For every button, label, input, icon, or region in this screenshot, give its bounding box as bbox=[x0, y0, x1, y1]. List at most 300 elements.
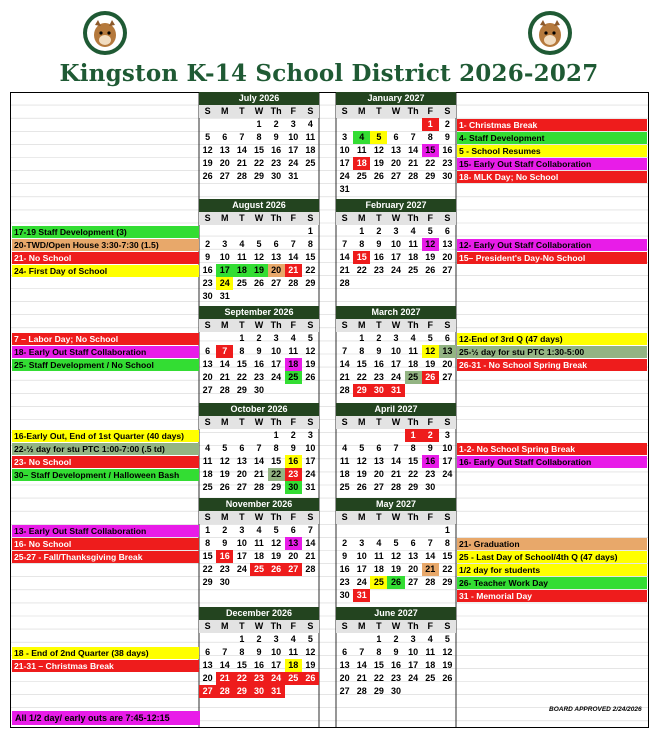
day-cell-4: 4 bbox=[353, 131, 370, 144]
day-cell-11: 11 bbox=[288, 346, 299, 356]
day-cell-11: 11 bbox=[408, 346, 418, 356]
weekday-label: S bbox=[204, 512, 211, 522]
day-cell-14: 14 bbox=[288, 252, 299, 262]
day-cell-14: 14 bbox=[339, 252, 350, 262]
weekday-label: M bbox=[220, 106, 229, 116]
month-september-2026 bbox=[199, 306, 319, 397]
month-december-2026 bbox=[199, 607, 319, 698]
day-cell-16: 16 bbox=[422, 455, 439, 468]
weekday-header-row bbox=[336, 416, 456, 429]
day-cell-23: 23 bbox=[373, 265, 384, 275]
weekday-label: S bbox=[204, 417, 211, 427]
day-cell-22: 22 bbox=[425, 158, 436, 168]
empty-day-cell bbox=[405, 277, 422, 290]
day-cell-6: 6 bbox=[393, 132, 399, 142]
event-label-right: 18- MLK Day; No School bbox=[457, 171, 647, 183]
day-cell-22: 22 bbox=[408, 469, 419, 479]
day-cell-26: 26 bbox=[268, 563, 285, 576]
day-cell-13: 13 bbox=[442, 239, 453, 249]
day-cell-24: 24 bbox=[288, 158, 299, 168]
empty-day-cell bbox=[199, 429, 216, 442]
empty-day-cell bbox=[370, 183, 387, 196]
empty-day-cell bbox=[302, 290, 319, 303]
weekday-label: M bbox=[220, 512, 229, 522]
day-cell-8: 8 bbox=[256, 132, 262, 142]
month-july-2026 bbox=[199, 92, 319, 183]
event-label-right: 25 - Last Day of School/4th Q (47 days) bbox=[457, 551, 647, 563]
day-cell-16: 16 bbox=[390, 660, 401, 670]
week-row bbox=[199, 672, 319, 685]
day-cell-2: 2 bbox=[393, 634, 399, 644]
day-cell-12: 12 bbox=[305, 647, 316, 657]
day-cell-5: 5 bbox=[393, 538, 399, 548]
week-row bbox=[199, 563, 319, 576]
day-cell-11: 11 bbox=[339, 456, 350, 466]
empty-day-cell bbox=[233, 118, 250, 131]
day-cell-21: 21 bbox=[216, 672, 233, 685]
day-cell-31: 31 bbox=[305, 482, 316, 492]
day-cell-25: 25 bbox=[250, 563, 267, 576]
weekday-label: S bbox=[444, 417, 451, 427]
day-cell-5: 5 bbox=[427, 226, 433, 236]
day-cell-25: 25 bbox=[408, 265, 419, 275]
day-cell-27: 27 bbox=[271, 278, 282, 288]
day-cell-13: 13 bbox=[439, 345, 456, 358]
day-cell-10: 10 bbox=[390, 239, 401, 249]
day-cell-29: 29 bbox=[442, 577, 453, 587]
month-title: November 2026 bbox=[199, 498, 319, 511]
day-cell-21: 21 bbox=[339, 372, 350, 382]
day-cell-13: 13 bbox=[236, 456, 247, 466]
weekday-label: M bbox=[357, 106, 366, 116]
day-cell-13: 13 bbox=[285, 537, 302, 550]
empty-day-cell bbox=[268, 384, 285, 397]
day-cell-5: 5 bbox=[273, 525, 279, 535]
day-cell-13: 13 bbox=[202, 660, 213, 670]
day-cell-4: 4 bbox=[342, 443, 348, 453]
day-cell-26: 26 bbox=[387, 576, 404, 589]
weekday-label: F bbox=[290, 417, 297, 427]
day-cell-12: 12 bbox=[390, 551, 401, 561]
day-cell-25: 25 bbox=[236, 278, 247, 288]
weekday-label: S bbox=[341, 106, 348, 116]
calendar-grid bbox=[10, 92, 649, 728]
weekday-label: Th bbox=[270, 213, 282, 223]
day-cell-16: 16 bbox=[373, 252, 384, 262]
day-cell-10: 10 bbox=[271, 346, 282, 356]
weekday-label: F bbox=[427, 213, 434, 223]
event-label-right: 12- Early Out Staff Collaboration bbox=[457, 239, 647, 251]
day-cell-28: 28 bbox=[216, 685, 233, 698]
day-cell-14: 14 bbox=[339, 359, 350, 369]
month-title: October 2026 bbox=[199, 403, 319, 416]
day-cell-21: 21 bbox=[339, 265, 350, 275]
empty-day-cell bbox=[439, 685, 456, 698]
day-cell-2: 2 bbox=[422, 429, 439, 442]
day-cell-7: 7 bbox=[290, 239, 296, 249]
day-cell-15: 15 bbox=[271, 456, 282, 466]
event-label-right: 5 - School Resumes bbox=[457, 145, 647, 157]
weekday-label: S bbox=[444, 320, 451, 330]
month-june-2027 bbox=[336, 607, 456, 698]
day-cell-17: 17 bbox=[236, 551, 247, 561]
empty-day-cell bbox=[405, 685, 422, 698]
empty-day-cell bbox=[199, 118, 216, 131]
day-cell-10: 10 bbox=[390, 346, 401, 356]
day-cell-25: 25 bbox=[356, 171, 367, 181]
day-cell-6: 6 bbox=[444, 226, 450, 236]
weekday-label: Th bbox=[407, 417, 419, 427]
day-cell-3: 3 bbox=[393, 226, 399, 236]
empty-day-cell bbox=[422, 589, 439, 602]
day-cell-30: 30 bbox=[250, 685, 267, 698]
day-cell-27: 27 bbox=[442, 372, 453, 382]
day-cell-20: 20 bbox=[373, 469, 384, 479]
day-cell-30: 30 bbox=[202, 291, 213, 301]
day-cell-3: 3 bbox=[342, 132, 348, 142]
day-cell-10: 10 bbox=[356, 551, 367, 561]
day-cell-8: 8 bbox=[307, 239, 313, 249]
day-cell-13: 13 bbox=[390, 145, 401, 155]
day-cell-3: 3 bbox=[444, 430, 450, 440]
weekday-header-row bbox=[199, 212, 319, 225]
day-cell-11: 11 bbox=[202, 456, 213, 466]
day-cell-15: 15 bbox=[356, 359, 367, 369]
weekday-label: F bbox=[290, 512, 297, 522]
empty-day-cell bbox=[353, 183, 370, 196]
empty-day-cell bbox=[405, 118, 422, 131]
day-cell-18: 18 bbox=[353, 157, 370, 170]
day-cell-14: 14 bbox=[390, 456, 401, 466]
day-cell-3: 3 bbox=[307, 430, 313, 440]
day-cell-5: 5 bbox=[370, 131, 387, 144]
empty-day-cell bbox=[285, 225, 302, 238]
day-cell-28: 28 bbox=[339, 278, 350, 288]
weekday-label: W bbox=[391, 106, 401, 116]
day-cell-30: 30 bbox=[442, 171, 453, 181]
month-april-2027 bbox=[336, 403, 456, 494]
weekday-label: M bbox=[357, 320, 366, 330]
week-row bbox=[199, 537, 319, 550]
day-cell-9: 9 bbox=[376, 239, 382, 249]
event-label-right: 31 - Memorial Day bbox=[457, 590, 647, 602]
day-cell-22: 22 bbox=[356, 372, 367, 382]
day-cell-7: 7 bbox=[342, 346, 348, 356]
event-label-right: 15- Early Out Staff Collaboration bbox=[457, 158, 647, 170]
week-row bbox=[336, 672, 456, 685]
event-label-right: 12-End of 3rd Q (47 days) bbox=[457, 333, 647, 345]
month-title: July 2026 bbox=[199, 92, 319, 105]
day-cell-14: 14 bbox=[219, 660, 230, 670]
week-row bbox=[336, 345, 456, 358]
empty-day-cell bbox=[405, 384, 422, 397]
empty-day-cell bbox=[422, 183, 439, 196]
day-cell-1: 1 bbox=[205, 525, 211, 535]
day-cell-1: 1 bbox=[239, 634, 245, 644]
day-cell-18: 18 bbox=[408, 359, 419, 369]
day-cell-30: 30 bbox=[339, 590, 350, 600]
day-cell-26: 26 bbox=[422, 371, 439, 384]
day-cell-13: 13 bbox=[219, 145, 230, 155]
empty-day-cell bbox=[302, 384, 319, 397]
month-title: August 2026 bbox=[199, 199, 319, 212]
day-cell-22: 22 bbox=[233, 672, 250, 685]
day-cell-11: 11 bbox=[288, 647, 299, 657]
day-cell-2: 2 bbox=[273, 119, 279, 129]
week-row bbox=[336, 633, 456, 646]
day-cell-1: 1 bbox=[405, 429, 422, 442]
day-cell-18: 18 bbox=[202, 469, 213, 479]
weekday-header-row bbox=[199, 511, 319, 524]
event-label-right: 1-2- No School Spring Break bbox=[457, 443, 647, 455]
day-cell-11: 11 bbox=[305, 132, 316, 142]
weekday-label: Th bbox=[407, 512, 419, 522]
week-row bbox=[199, 429, 319, 442]
weekday-label: S bbox=[307, 621, 314, 631]
weekday-label: Th bbox=[407, 213, 419, 223]
day-cell-19: 19 bbox=[356, 469, 367, 479]
day-cell-14: 14 bbox=[253, 456, 264, 466]
day-cell-1: 1 bbox=[256, 119, 262, 129]
empty-day-cell bbox=[336, 225, 353, 238]
day-cell-20: 20 bbox=[390, 158, 401, 168]
week-row bbox=[336, 576, 456, 589]
day-cell-2: 2 bbox=[222, 525, 228, 535]
day-cell-8: 8 bbox=[239, 647, 245, 657]
day-cell-1: 1 bbox=[359, 226, 365, 236]
day-cell-15: 15 bbox=[253, 145, 264, 155]
event-label-left: 16-Early Out, End of 1st Quarter (40 days) bbox=[12, 430, 199, 442]
weekday-label: W bbox=[391, 417, 401, 427]
week-row bbox=[199, 118, 319, 131]
day-cell-24: 24 bbox=[216, 277, 233, 290]
day-cell-14: 14 bbox=[425, 551, 436, 561]
event-label-right: 26-31 - No School Spring Break bbox=[457, 359, 647, 371]
weekday-label: F bbox=[290, 621, 297, 631]
day-cell-24: 24 bbox=[268, 672, 285, 685]
weekday-label: T bbox=[239, 213, 245, 223]
day-cell-24: 24 bbox=[390, 265, 401, 275]
empty-day-cell bbox=[216, 118, 233, 131]
day-cell-26: 26 bbox=[425, 265, 436, 275]
weekday-label: Th bbox=[270, 106, 282, 116]
weekday-label: S bbox=[204, 621, 211, 631]
day-cell-29: 29 bbox=[305, 278, 316, 288]
day-cell-11: 11 bbox=[356, 145, 367, 155]
day-cell-5: 5 bbox=[307, 333, 313, 343]
day-cell-20: 20 bbox=[268, 264, 285, 277]
day-cell-19: 19 bbox=[305, 660, 316, 670]
event-label-left: 23- No School bbox=[12, 456, 199, 468]
day-cell-20: 20 bbox=[288, 551, 299, 561]
event-label-left: 7 – Labor Day; No School bbox=[12, 333, 199, 345]
day-cell-23: 23 bbox=[219, 564, 230, 574]
weekday-label: S bbox=[307, 213, 314, 223]
week-row bbox=[199, 371, 319, 384]
day-cell-22: 22 bbox=[356, 265, 367, 275]
week-row bbox=[199, 157, 319, 170]
day-cell-12: 12 bbox=[271, 538, 282, 548]
event-label-right: 4- Staff Development bbox=[457, 132, 647, 144]
day-cell-16: 16 bbox=[339, 564, 350, 574]
weekday-label: T bbox=[239, 417, 245, 427]
month-title: February 2027 bbox=[336, 199, 456, 212]
day-cell-20: 20 bbox=[202, 372, 213, 382]
empty-day-cell bbox=[216, 633, 233, 646]
day-cell-18: 18 bbox=[339, 469, 350, 479]
day-cell-29: 29 bbox=[353, 384, 370, 397]
month-march-2027 bbox=[336, 306, 456, 397]
weekday-label: S bbox=[204, 213, 211, 223]
empty-day-cell bbox=[302, 685, 319, 698]
day-cell-28: 28 bbox=[390, 482, 401, 492]
day-cell-24: 24 bbox=[356, 577, 367, 587]
month-title: March 2027 bbox=[336, 306, 456, 319]
week-row bbox=[336, 646, 456, 659]
day-cell-17: 17 bbox=[271, 359, 282, 369]
month-title: April 2027 bbox=[336, 403, 456, 416]
week-row bbox=[199, 144, 319, 157]
day-cell-23: 23 bbox=[253, 372, 264, 382]
empty-day-cell bbox=[387, 429, 404, 442]
event-label-right: 15– President's Day-No School bbox=[457, 252, 647, 264]
day-cell-31: 31 bbox=[268, 685, 285, 698]
week-row bbox=[336, 264, 456, 277]
day-cell-27: 27 bbox=[219, 171, 230, 181]
day-cell-27: 27 bbox=[285, 563, 302, 576]
week-row bbox=[199, 646, 319, 659]
day-cell-20: 20 bbox=[219, 158, 230, 168]
day-cell-13: 13 bbox=[271, 252, 282, 262]
week-row bbox=[199, 659, 319, 672]
day-cell-3: 3 bbox=[290, 119, 296, 129]
empty-day-cell bbox=[233, 290, 250, 303]
day-cell-10: 10 bbox=[442, 443, 453, 453]
weekday-label: T bbox=[239, 320, 245, 330]
weekday-label: S bbox=[444, 106, 451, 116]
day-cell-20: 20 bbox=[442, 252, 453, 262]
day-cell-13: 13 bbox=[339, 660, 350, 670]
day-cell-3: 3 bbox=[273, 634, 279, 644]
day-cell-20: 20 bbox=[442, 359, 453, 369]
day-cell-10: 10 bbox=[305, 443, 316, 453]
day-cell-22: 22 bbox=[268, 468, 285, 481]
week-row bbox=[199, 550, 319, 563]
week-row bbox=[336, 685, 456, 698]
day-cell-7: 7 bbox=[427, 538, 433, 548]
day-cell-27: 27 bbox=[199, 685, 216, 698]
event-label-left: 16- No School bbox=[12, 538, 199, 550]
day-cell-25: 25 bbox=[285, 371, 302, 384]
day-cell-30: 30 bbox=[425, 482, 436, 492]
day-cell-28: 28 bbox=[219, 385, 230, 395]
day-cell-30: 30 bbox=[271, 171, 282, 181]
day-cell-7: 7 bbox=[216, 345, 233, 358]
weekday-header-row bbox=[336, 511, 456, 524]
day-cell-4: 4 bbox=[410, 333, 416, 343]
day-cell-6: 6 bbox=[205, 647, 211, 657]
week-row bbox=[336, 157, 456, 170]
weekday-label: M bbox=[357, 417, 366, 427]
weekday-header-row bbox=[336, 212, 456, 225]
weekday-label: T bbox=[239, 621, 245, 631]
day-cell-21: 21 bbox=[219, 372, 230, 382]
week-row bbox=[199, 481, 319, 494]
day-cell-2: 2 bbox=[342, 538, 348, 548]
day-cell-12: 12 bbox=[253, 252, 264, 262]
day-cell-15: 15 bbox=[422, 144, 439, 157]
empty-day-cell bbox=[353, 118, 370, 131]
week-row bbox=[336, 144, 456, 157]
day-cell-9: 9 bbox=[427, 443, 433, 453]
day-cell-19: 19 bbox=[202, 158, 213, 168]
weekday-label: M bbox=[220, 417, 229, 427]
day-cell-29: 29 bbox=[202, 577, 213, 587]
day-cell-2: 2 bbox=[376, 226, 382, 236]
day-cell-31: 31 bbox=[288, 171, 299, 181]
day-cell-1: 1 bbox=[422, 118, 439, 131]
day-cell-14: 14 bbox=[408, 145, 419, 155]
event-label-right: 25-½ day for stu PTC 1:30-5:00 bbox=[457, 346, 647, 358]
day-cell-7: 7 bbox=[393, 443, 399, 453]
day-cell-14: 14 bbox=[219, 359, 230, 369]
weekday-label: S bbox=[307, 417, 314, 427]
day-cell-8: 8 bbox=[273, 443, 279, 453]
week-row bbox=[336, 225, 456, 238]
day-cell-6: 6 bbox=[205, 346, 211, 356]
empty-day-cell bbox=[250, 290, 267, 303]
weekday-label: Th bbox=[407, 106, 419, 116]
cougar-logo-right-icon bbox=[527, 10, 573, 56]
month-title: May 2027 bbox=[336, 498, 456, 511]
week-row bbox=[336, 481, 456, 494]
month-may-2027 bbox=[336, 498, 456, 602]
grid-lines bbox=[10, 92, 649, 728]
week-row bbox=[336, 537, 456, 550]
day-cell-23: 23 bbox=[285, 468, 302, 481]
week-row bbox=[336, 563, 456, 576]
empty-day-cell bbox=[233, 429, 250, 442]
weekday-label: M bbox=[357, 213, 366, 223]
day-cell-18: 18 bbox=[285, 659, 302, 672]
day-cell-25: 25 bbox=[425, 673, 436, 683]
day-cell-9: 9 bbox=[256, 647, 262, 657]
weekday-label: W bbox=[254, 320, 264, 330]
day-cell-31: 31 bbox=[353, 589, 370, 602]
day-cell-7: 7 bbox=[222, 647, 228, 657]
day-cell-3: 3 bbox=[359, 538, 365, 548]
day-cell-23: 23 bbox=[250, 672, 267, 685]
day-cell-25: 25 bbox=[370, 576, 387, 589]
day-cell-22: 22 bbox=[253, 158, 264, 168]
week-row bbox=[199, 442, 319, 455]
day-cell-10: 10 bbox=[271, 647, 282, 657]
day-cell-6: 6 bbox=[410, 538, 416, 548]
day-cell-29: 29 bbox=[408, 482, 419, 492]
week-row bbox=[336, 589, 456, 602]
day-cell-21: 21 bbox=[253, 469, 264, 479]
weekday-label: W bbox=[391, 512, 401, 522]
day-cell-16: 16 bbox=[285, 455, 302, 468]
weekday-label: S bbox=[444, 213, 451, 223]
day-cell-15: 15 bbox=[236, 660, 247, 670]
day-cell-21: 21 bbox=[236, 158, 247, 168]
weekday-header-row bbox=[336, 620, 456, 633]
day-cell-9: 9 bbox=[290, 443, 296, 453]
weekday-label: T bbox=[376, 320, 382, 330]
day-cell-7: 7 bbox=[410, 132, 416, 142]
day-cell-19: 19 bbox=[425, 359, 436, 369]
